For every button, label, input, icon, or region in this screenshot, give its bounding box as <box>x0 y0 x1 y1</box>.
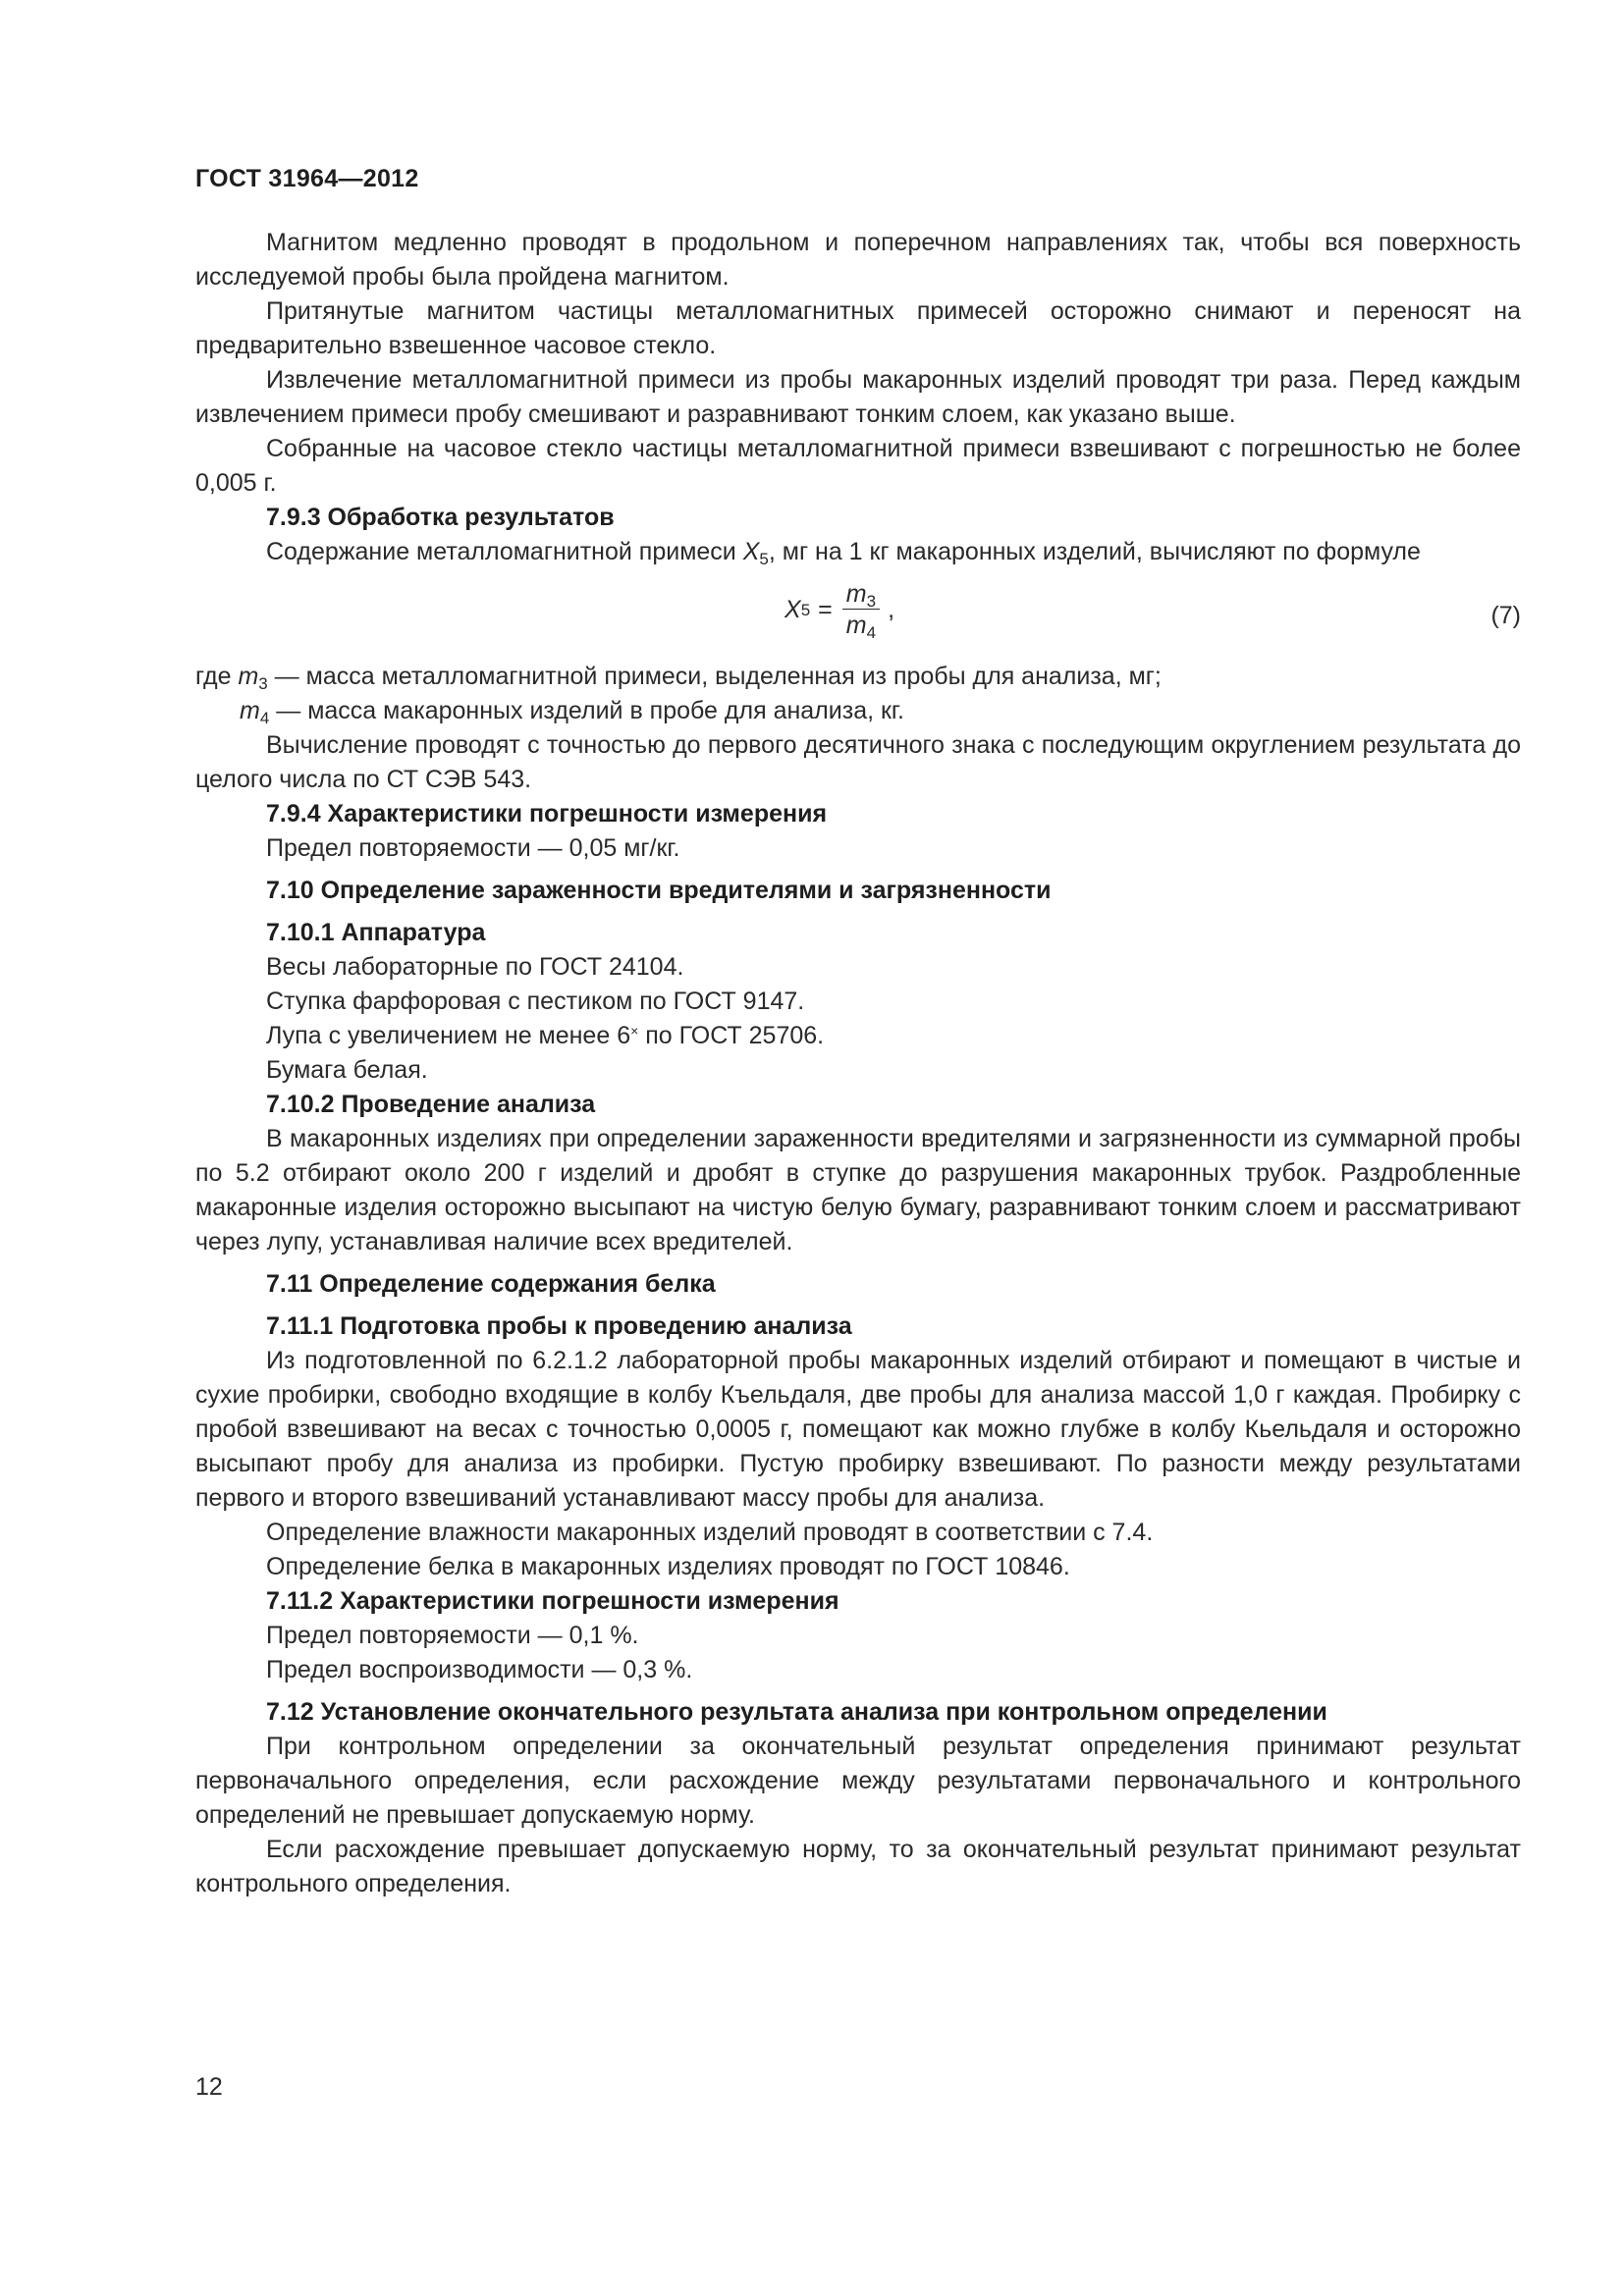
paragraph: Бумага белая. <box>266 1056 428 1084</box>
text: где <box>195 663 239 690</box>
formula: X 5 = $\frac{m_3}{m_4}$ , <box>784 580 895 642</box>
section-heading: 7.11.1 Подготовка пробы к проведению анализа <box>266 1312 852 1340</box>
formula-comma: , <box>888 596 895 623</box>
equation-number: (7) <box>1490 602 1521 629</box>
paragraph: Определение белка в макаронных изделиях проводят по ГОСТ 10846. <box>266 1553 1070 1580</box>
where-line <box>195 660 1521 694</box>
section-heading: 7.12 Установление окончательного результата анализа при контрольном определении <box>266 1698 1327 1726</box>
formula-denominator <box>842 610 880 641</box>
variable: m <box>240 697 260 724</box>
paragraph: Определение влажности макаронных изделий проводят в соответствии с 7.4. <box>266 1519 1154 1546</box>
numerator-variable: m <box>845 580 867 608</box>
formula-equals: = <box>818 596 833 623</box>
section-heading: 7.11.2 Характеристики погрешности измерения <box>266 1587 839 1615</box>
formula-lhs-variable: X <box>784 596 801 623</box>
section-heading: 7.9.3 Обработка результатов <box>266 504 615 531</box>
paragraph: Ступка фарфоровая с пестиком по ГОСТ 9147. <box>266 988 805 1015</box>
section-heading: 7.10 Определение зараженности вредителями и загрязненности <box>266 877 1052 904</box>
paragraph: Предел повторяемости — 0,1 %. <box>266 1622 639 1649</box>
paragraph: Из подготовленной по 6.2.1.2 лабораторной пробы макаронных изделий отбирают и помещают в чистые и сухие пробирки, свободно входящие в колбу Къельдаля, две пробы для анализа массой 1,0 г каждая. Пробирку с пробой взвешивают на весах с точностью 0,0005 г, помещают как можно глубже в колбу Кьельдаля и осторожно высыпают пробу для анализа из пробирки. Пустую пробирку взвешивают. По разности между результатами первого и второго взвешиваний устанавливают массу пробы для анализа. <box>195 1347 1521 1512</box>
paragraph: Притянутые магнитом частицы металломагнитных примесей осторожно снимают и переносят на предварительно взвешенное часовое стекло. <box>195 297 1521 359</box>
denominator-subscript: 4 <box>866 623 877 642</box>
section-heading: 7.10.1 Аппаратура <box>266 919 486 946</box>
paragraph <box>195 535 1521 569</box>
section-heading: 7.10.2 Проведение анализа <box>266 1091 596 1118</box>
superscript: × <box>630 1023 639 1039</box>
numerator-subscript: 3 <box>866 592 877 611</box>
where-line <box>195 694 1521 728</box>
paragraph: При контрольном определении за окончательный результат определения принимают результат первоначального определения, если расхождение между результатами первоначального и контрольного определений не превышает допускаемую норму. <box>195 1733 1521 1829</box>
paragraph: Предел повторяемости — 0,05 мг/кг. <box>266 834 680 862</box>
paragraph: Магнитом медленно проводят в продольном и поперечном направлениях так, чтобы вся поверхность исследуемой пробы была пройдена магнитом. <box>195 229 1521 291</box>
variable: X <box>742 538 760 565</box>
page-number: 12 <box>195 2073 223 2101</box>
text: — масса макаронных изделий в пробе для анализа, кг. <box>269 697 904 724</box>
denominator-variable: m <box>845 612 867 639</box>
formula-row <box>195 569 1521 660</box>
text: , мг на 1 кг макаронных изделий, вычисляют по формуле <box>768 538 1421 565</box>
formula-numerator <box>842 579 880 610</box>
paragraph: Предел воспроизводимости — 0,3 %. <box>266 1656 693 1683</box>
subscript: 5 <box>759 550 769 568</box>
formula-fraction <box>842 579 880 641</box>
paragraph <box>195 1019 1521 1053</box>
document-header: ГОСТ 31964—2012 <box>195 165 419 192</box>
paragraph: Весы лабораторные по ГОСТ 24104. <box>266 953 684 981</box>
paragraph: Вычисление проводят с точностью до первого десятичного знака с последующим округлением результата до целого числа по СТ СЭВ 543. <box>195 731 1521 793</box>
text: Содержание металломагнитной примеси <box>266 538 743 565</box>
paragraph: В макаронных изделиях при определении зараженности вредителями и загрязненности из суммарной пробы по 5.2 отбирают около 200 г изделий и дробят в ступке до разрушения макаронных трубок. Раздробленные макаронные изделия осторожно высыпают на чистую белую бумагу, разравнивают тонким слоем и рассматривают через лупу, устанавливая наличие всех вредителей. <box>195 1125 1521 1255</box>
text: по ГОСТ 25706. <box>638 1022 825 1049</box>
section-heading: 7.11 Определение содержания белка <box>266 1270 716 1298</box>
section-heading: 7.9.4 Характеристики погрешности измерения <box>266 800 828 828</box>
paragraph: Собранные на часовое стекло частицы металломагнитной примеси взвешивают с погрешностью не более 0,005 г. <box>195 435 1521 497</box>
variable: m <box>238 663 259 690</box>
document-body <box>195 226 1521 1901</box>
subscript: 3 <box>258 674 268 693</box>
paragraph: Извлечение металломагнитной примеси из пробы макаронных изделий проводят три раза. Перед каждым извлечением примеси пробу смешивают и разравнивают тонким слоем, как указано выше. <box>195 366 1521 428</box>
paragraph: Если расхождение превышает допускаемую норму, то за окончательный результат принимают результат контрольного определения. <box>195 1836 1521 1897</box>
subscript: 4 <box>259 709 270 727</box>
text: — масса металломагнитной примеси, выделенная из пробы для анализа, мг; <box>267 663 1162 690</box>
text: Лупа с увеличением не менее 6 <box>266 1022 631 1049</box>
